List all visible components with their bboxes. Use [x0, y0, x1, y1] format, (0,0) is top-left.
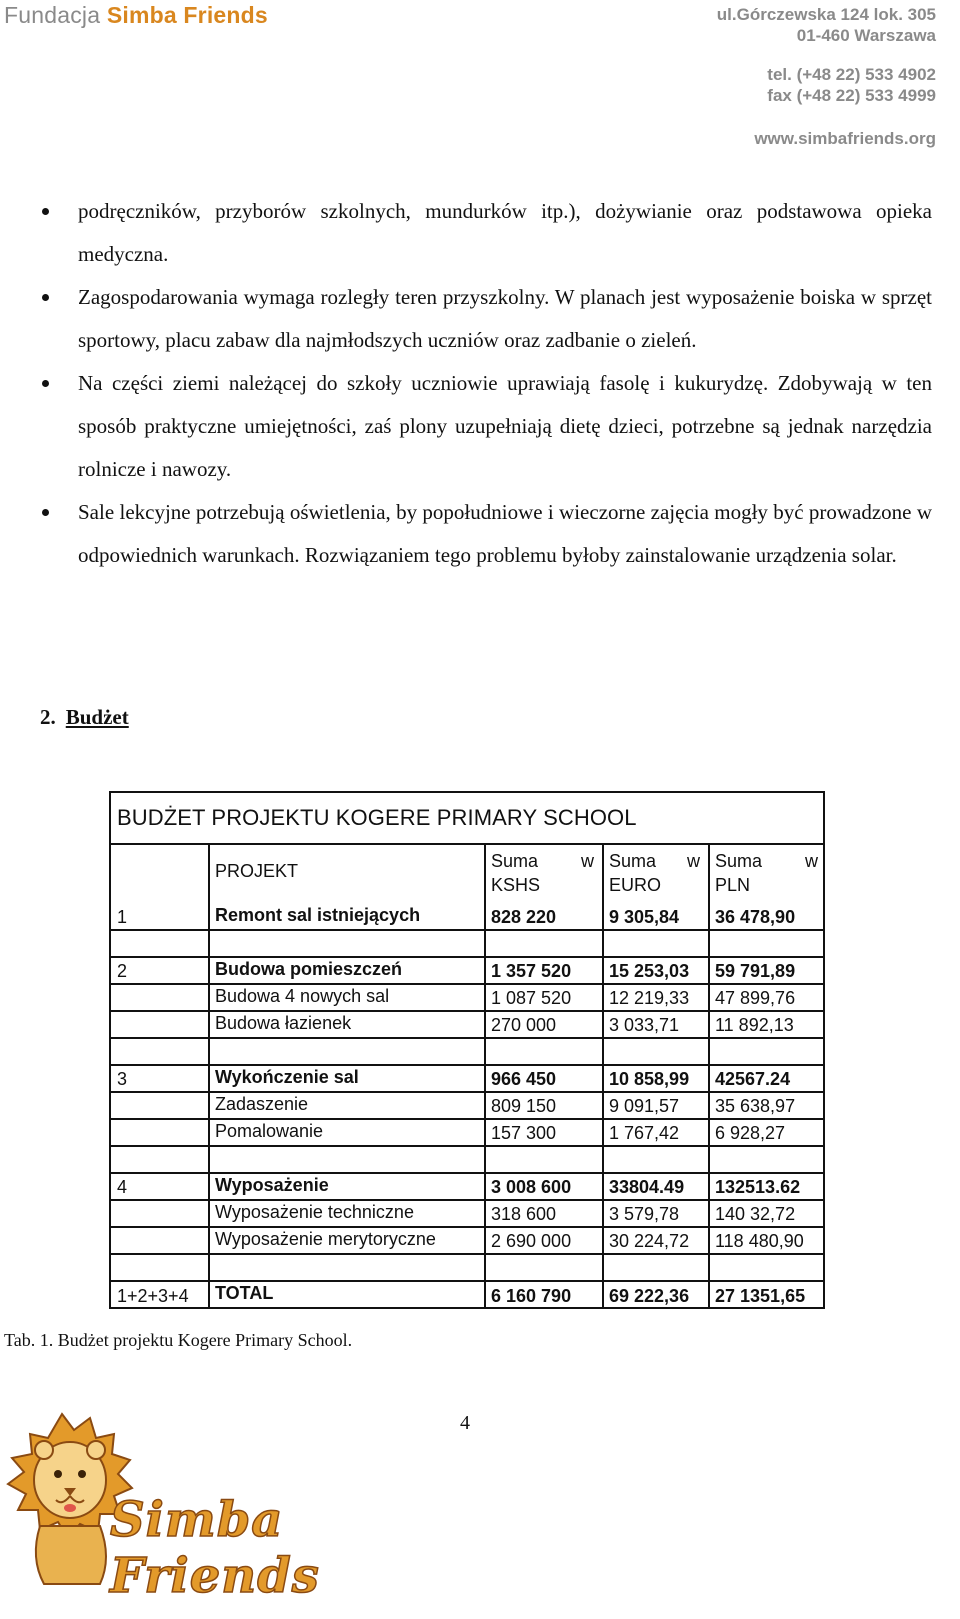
bullet-item	[40, 491, 932, 577]
address-block	[717, 4, 936, 46]
row-name: Zadaszenie	[215, 1094, 309, 1114]
row-pln: 140 32,72	[715, 1204, 796, 1224]
bullet-dot-icon	[40, 190, 56, 233]
page-number: 4	[460, 1412, 470, 1434]
row-euro: 12 219,33	[609, 988, 690, 1008]
row-pln: 42567.24	[715, 1069, 791, 1089]
row-pln: 35 638,97	[715, 1096, 796, 1116]
phone-number: tel. (+48 22) 533 4902	[767, 65, 936, 84]
budget-table-title: BUDŻET PROJEKTU KOGERE PRIMARY SCHOOL	[117, 805, 637, 830]
row-kshs: 966 450	[491, 1069, 557, 1089]
row-kshs: 809 150	[491, 1096, 557, 1116]
header-kshs	[491, 849, 594, 897]
header-pln-line2: PLN	[715, 875, 751, 895]
header-kshs-line1: Suma	[491, 851, 539, 871]
section-number: 2.	[40, 705, 56, 729]
header-euro	[609, 849, 700, 897]
simba-friends-logo	[0, 1408, 420, 1614]
header-project: PROJEKT	[215, 861, 299, 881]
row-name: Budowa pomieszczeń	[215, 959, 403, 979]
row-name: Budowa łazienek	[215, 1013, 352, 1033]
bullet-dot-icon	[40, 362, 56, 405]
header-euro-line2: EURO	[609, 875, 662, 895]
bullet-item	[40, 190, 932, 276]
row-pln: 27 1351,65	[715, 1286, 806, 1306]
row-euro: 1 767,42	[609, 1123, 680, 1143]
row-name: Wykończenie sal	[215, 1067, 359, 1087]
row-kshs: 1 357 520	[491, 961, 572, 981]
bullet-dot-icon	[40, 491, 56, 534]
row-number: 1	[117, 907, 128, 927]
website-link[interactable]: www.simbafriends.org	[754, 129, 936, 148]
bullet-dot-icon	[40, 276, 56, 319]
row-number: 3	[117, 1069, 128, 1089]
header-kshs-line2: KSHS	[491, 875, 541, 895]
budget-table	[109, 791, 825, 1309]
row-name: Wyposażenie merytoryczne	[215, 1229, 436, 1249]
header-pln-line1: Suma	[715, 851, 763, 871]
row-number: 1+2+3+4	[117, 1286, 189, 1306]
header-pln-w: w	[805, 851, 818, 871]
header-kshs-w: w	[581, 851, 594, 871]
organization-name	[4, 2, 268, 29]
bullet-item	[40, 362, 932, 491]
row-number: 2	[117, 961, 128, 981]
row-kshs: 270 000	[491, 1015, 557, 1035]
row-kshs: 1 087 520	[491, 988, 572, 1008]
row-name: Budowa 4 nowych sal	[215, 986, 390, 1006]
header-euro-w: w	[687, 851, 700, 871]
row-euro: 15 253,03	[609, 961, 690, 981]
row-euro: 9 305,84	[609, 907, 680, 927]
row-euro: 3 579,78	[609, 1204, 680, 1224]
row-name: Wyposażenie techniczne	[215, 1202, 414, 1222]
row-pln: 11 892,13	[715, 1015, 794, 1035]
bullet-text: Zagospodarowania wymaga rozległy teren przyszkolny. W planach jest wyposażenie boiska w sprzęt sportowy, placu zabaw dla najmłodszych uczniów oraz zadbanie o zieleń.	[78, 285, 932, 352]
fax-number: fax (+48 22) 533 4999	[767, 86, 936, 105]
logo-text: Simba Friends	[110, 1492, 320, 1604]
row-kshs: 318 600	[491, 1204, 557, 1224]
bullet-text: podręczników, przyborów szkolnych, mundurków itp.), dożywianie oraz podstawowa opieka medyczna.	[78, 199, 932, 266]
row-name: TOTAL	[215, 1283, 274, 1303]
bullet-item	[40, 276, 932, 362]
row-pln: 36 478,90	[715, 907, 796, 927]
row-euro: 9 091,57	[609, 1096, 680, 1116]
row-kshs: 6 160 790	[491, 1286, 572, 1306]
address-city: 01-460 Warszawa	[796, 26, 936, 45]
table-caption: Tab. 1. Budżet projektu Kogere Primary School.	[4, 1330, 353, 1350]
row-name: Remont sal istniejących	[215, 905, 421, 925]
header-pln	[715, 849, 818, 897]
row-euro: 30 224,72	[609, 1231, 690, 1251]
row-name: Pomalowanie	[215, 1121, 324, 1141]
row-kshs: 828 220	[491, 907, 557, 927]
section-heading	[40, 705, 129, 730]
row-kshs: 157 300	[491, 1123, 557, 1143]
row-number: 4	[117, 1177, 128, 1197]
contact-block	[767, 64, 936, 106]
row-pln: 59 791,89	[715, 961, 796, 981]
row-pln: 132513.62	[715, 1177, 801, 1197]
row-pln: 6 928,27	[715, 1123, 786, 1143]
row-name: Wyposażenie	[215, 1175, 329, 1195]
bullet-text: Sale lekcyjne potrzebują oświetlenia, by popołudniowe i wieczorne zajęcia mogły być prowadzone w odpowiednich warunkach. Rozwiązaniem tego problemu byłoby zainstalowanie urządzenia solar.	[78, 500, 932, 567]
bullet-list	[40, 190, 932, 577]
row-pln: 118 480,90	[715, 1231, 804, 1251]
row-kshs: 2 690 000	[491, 1231, 572, 1251]
row-euro: 33804.49	[609, 1177, 685, 1197]
row-kshs: 3 008 600	[491, 1177, 572, 1197]
section-title: Budżet	[65, 705, 129, 729]
org-prefix: Fundacja	[4, 2, 107, 28]
header-euro-line1: Suma	[609, 851, 657, 871]
bullet-text: Na części ziemi należącej do szkoły uczniowie uprawiają fasolę i kukurydzę. Zdobywają w ten sposób praktyczne umiejętności, zaś plony uzupełniają dietę dzieci, potrzebne są jednak narzędzia rolnicze i nawozy.	[78, 371, 932, 481]
row-euro: 10 858,99	[609, 1069, 690, 1089]
row-euro: 3 033,71	[609, 1015, 680, 1035]
row-euro: 69 222,36	[609, 1286, 690, 1306]
org-brand-name: Simba Friends	[106, 2, 268, 28]
row-pln: 47 899,76	[715, 988, 796, 1008]
address-street: ul.Górczewska 124 lok. 305	[716, 5, 936, 24]
